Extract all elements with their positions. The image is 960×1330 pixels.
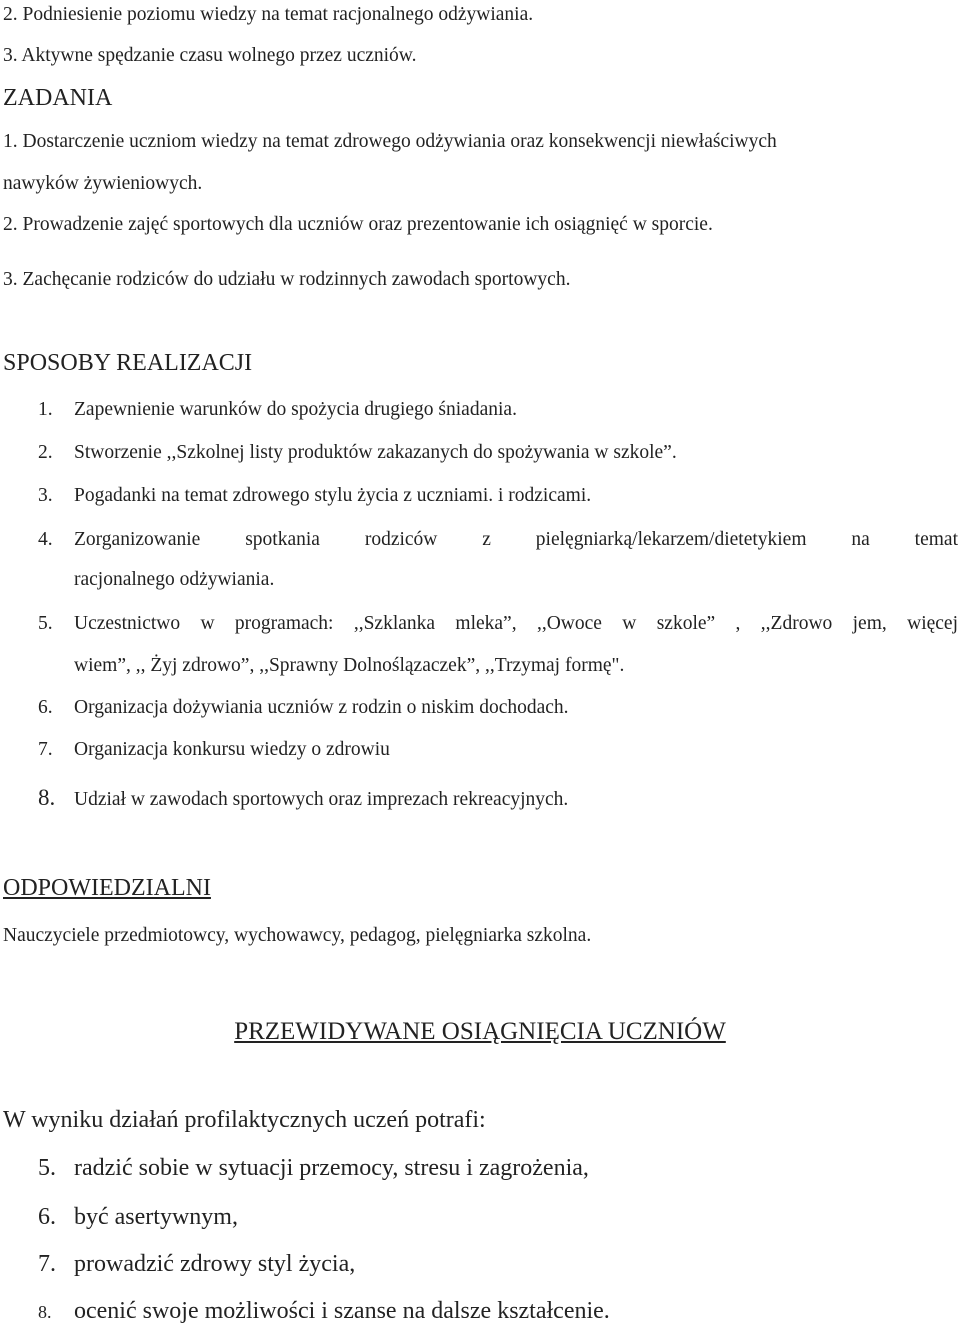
item-text: prowadzić zdrowy styl życia, (74, 1251, 356, 1277)
item-text: Stworzenie ,,Szkolnej listy produktów zakazanych do spożywania w szkole”. (74, 442, 677, 463)
item-text: Zorganizowanie spotkania rodziców z pielęgniarką/lekarzem/dietetykiem na temat (74, 529, 958, 550)
sposoby-item-4-cont: racjonalnego odżywiania. (74, 569, 275, 590)
item-text: Organizacja dożywiania uczniów z rodzin o niskim dochodach. (74, 697, 569, 718)
osiagniecia-intro: W wyniku działań profilaktycznych uczeń potrafi: (3, 1107, 486, 1133)
item-text: ocenić swoje możliwości i szanse na dalsze kształcenie. (74, 1298, 610, 1324)
item-number: 2. (38, 442, 53, 463)
item-text: Pogadanki na temat zdrowego stylu życia z uczniami. i rodzicami. (74, 485, 592, 506)
item-text: radzić sobie w sytuacji przemocy, stresu i zagrożenia, (74, 1155, 589, 1181)
sposoby-item-2 (38, 441, 677, 465)
item-number: 5. (38, 613, 53, 634)
odpowiedzialni-text: Nauczyciele przedmiotowcy, wychowawcy, pedagog, pielęgniarka szkolna. (3, 925, 592, 946)
item-number: 8. (38, 1302, 52, 1322)
item-text: Organizacja konkursu wiedzy o zdrowiu (74, 739, 390, 760)
item-number: 7. (38, 739, 53, 760)
osiagniecia-heading: PRZEWIDYWANE OSIĄGNIĘCIA UCZNIÓW (234, 1018, 726, 1045)
goal-line-3: 3. Aktywne spędzanie czasu wolnego przez uczniów. (3, 45, 417, 66)
item-number: 6. (38, 697, 53, 718)
zadania-line-1: 1. Dostarczenie uczniom wiedzy na temat zdrowego odżywiania oraz konsekwencji niewłaściwych (3, 131, 777, 152)
sposoby-item-1 (38, 398, 517, 422)
item-number: 7. (38, 1251, 56, 1277)
sposoby-heading: SPOSOBY REALIZACJI (3, 350, 253, 376)
sposoby-item-4 (38, 528, 958, 552)
item-number: 3. (38, 485, 53, 506)
sposoby-item-7 (38, 738, 390, 762)
goal-line-2: 2. Podniesienie poziomu wiedzy na temat racjonalnego odżywiania. (3, 4, 534, 25)
sposoby-item-8 (38, 786, 568, 812)
item-number: 5. (38, 1155, 56, 1181)
osiagniecia-item-8 (38, 1297, 610, 1326)
zadania-line-2: 2. Prowadzenie zajęć sportowych dla uczniów oraz prezentowanie ich osiągnięć w sporcie. (3, 214, 713, 235)
zadania-heading: ZADANIA (3, 85, 113, 111)
sposoby-item-3 (38, 484, 591, 508)
osiagniecia-item-7 (38, 1250, 355, 1278)
item-text: Udział w zawodach sportowych oraz imprezach rekreacyjnych. (74, 789, 569, 810)
zadania-line-3: 3. Zachęcanie rodziców do udziału w rodzinnych zawodach sportowych. (3, 269, 571, 290)
odpowiedzialni-heading: ODPOWIEDZIALNI (3, 875, 211, 901)
item-number: 4. (38, 529, 53, 550)
item-text: Uczestnictwo w programach: ,,Szklanka mleka”, ,,Owoce w szkole” , ,,Zdrowo jem, więcej (74, 613, 958, 634)
zadania-line-1-cont: nawyków żywieniowych. (3, 173, 203, 194)
sposoby-item-5-cont: wiem”, ,, Żyj zdrowo”, ,,Sprawny Dolnoślązaczek”, ,,Trzymaj formę". (74, 655, 625, 676)
osiagniecia-item-6 (38, 1203, 238, 1231)
item-text: być asertywnym, (74, 1204, 238, 1230)
item-number: 1. (38, 399, 53, 420)
item-text: Zapewnienie warunków do spożycia drugiego śniadania. (74, 399, 517, 420)
sposoby-item-5 (38, 612, 958, 636)
item-number: 6. (38, 1204, 56, 1230)
item-number: 8. (38, 785, 56, 810)
osiagniecia-item-5 (38, 1154, 589, 1182)
sposoby-item-6 (38, 696, 569, 720)
